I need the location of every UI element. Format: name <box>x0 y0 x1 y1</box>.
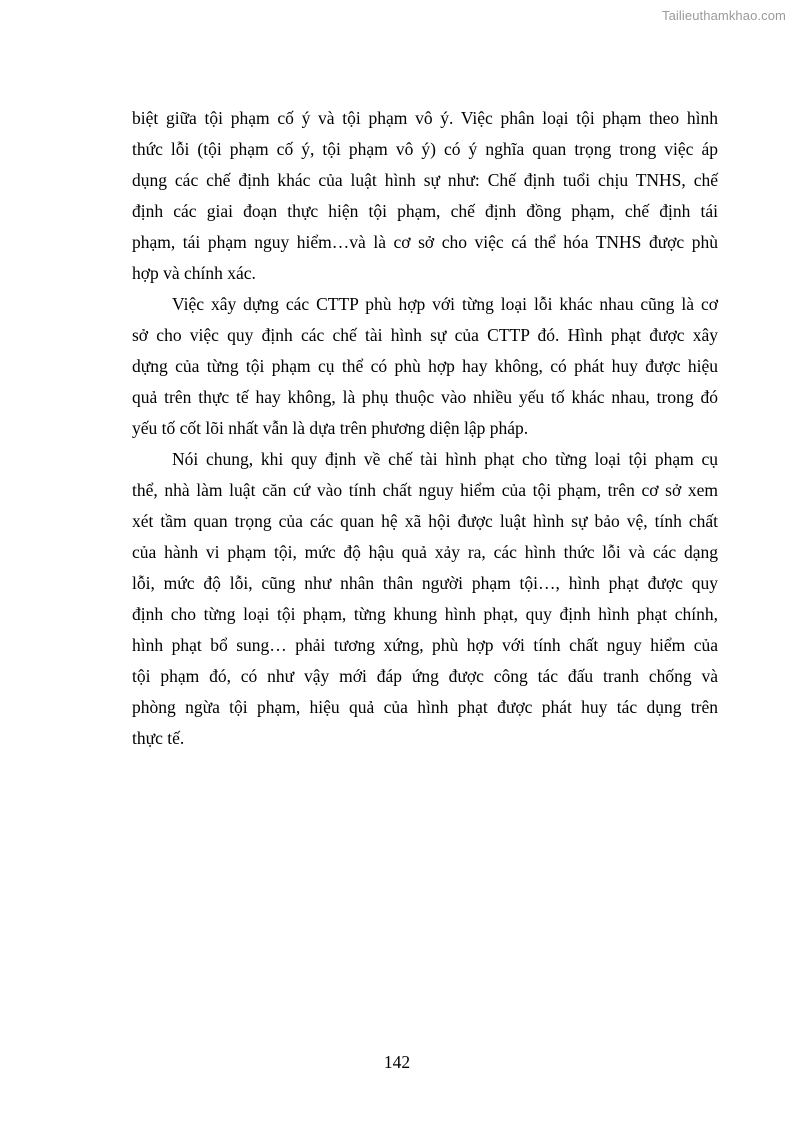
paragraph-3 <box>132 444 718 754</box>
text-line: sở cho việc quy định các chế tài hình sự của CTTP đó. Hình phạt được xây <box>132 325 718 345</box>
text-line: hình phạt bổ sung… phải tương xứng, phù hợp với tính chất nguy hiểm của <box>132 635 718 655</box>
text-line: phạm, tái phạm nguy hiểm…và là cơ sở cho việc cá thể hóa TNHS được phù <box>132 232 718 252</box>
text-line: Việc xây dựng các CTTP phù hợp với từng loại lỗi khác nhau cũng là cơ <box>172 294 718 314</box>
document-body <box>132 103 718 754</box>
text-line: quả trên thực tế hay không, là phụ thuộc vào nhiều yếu tố khác nhau, trong đó <box>132 387 718 407</box>
text-line: của hành vi phạm tội, mức độ hậu quả xảy ra, các hình thức lỗi và các dạng <box>132 542 718 562</box>
paragraph-1 <box>132 103 718 289</box>
text-line: biệt giữa tội phạm cố ý và tội phạm vô ý. Việc phân loại tội phạm theo hình <box>132 108 718 128</box>
text-line: yếu tố cốt lõi nhất vẫn là dựa trên phương diện lập pháp. <box>132 418 529 438</box>
text-line: dựng của từng tội phạm cụ thể có phù hợp hay không, có phát huy được hiệu <box>132 356 718 376</box>
text-line: thực tế. <box>132 728 185 748</box>
text-line: định cho từng loại tội phạm, từng khung hình phạt, quy định hình phạt chính, <box>132 604 718 624</box>
text-line: tội phạm đó, có như vậy mới đáp ứng được công tác đấu tranh chống và <box>132 666 718 686</box>
text-line: định các giai đoạn thực hiện tội phạm, chế định đồng phạm, chế định tái <box>132 201 718 221</box>
text-line: thức lỗi (tội phạm cố ý, tội phạm vô ý) có ý nghĩa quan trọng trong việc áp <box>132 139 718 159</box>
page-number: 142 <box>383 1052 411 1072</box>
watermark: Tailieuthamkhao.com <box>661 8 786 23</box>
text-line: hợp và chính xác. <box>132 263 256 283</box>
paragraph-2 <box>132 289 718 444</box>
text-line: dụng các chế định khác của luật hình sự như: Chế định tuổi chịu TNHS, chế <box>132 170 718 190</box>
text-line: xét tầm quan trọng của các quan hệ xã hội được luật hình sự bảo vệ, tính chất <box>132 511 718 531</box>
text-line: Nói chung, khi quy định về chế tài hình phạt cho từng loại tội phạm cụ <box>172 449 718 469</box>
text-line: lỗi, mức độ lỗi, cũng như nhân thân người phạm tội…, hình phạt được quy <box>132 573 718 593</box>
text-line: phòng ngừa tội phạm, hiệu quả của hình phạt được phát huy tác dụng trên <box>132 697 718 717</box>
text-line: thể, nhà làm luật căn cứ vào tính chất nguy hiểm của tội phạm, trên cơ sở xem <box>132 480 718 500</box>
